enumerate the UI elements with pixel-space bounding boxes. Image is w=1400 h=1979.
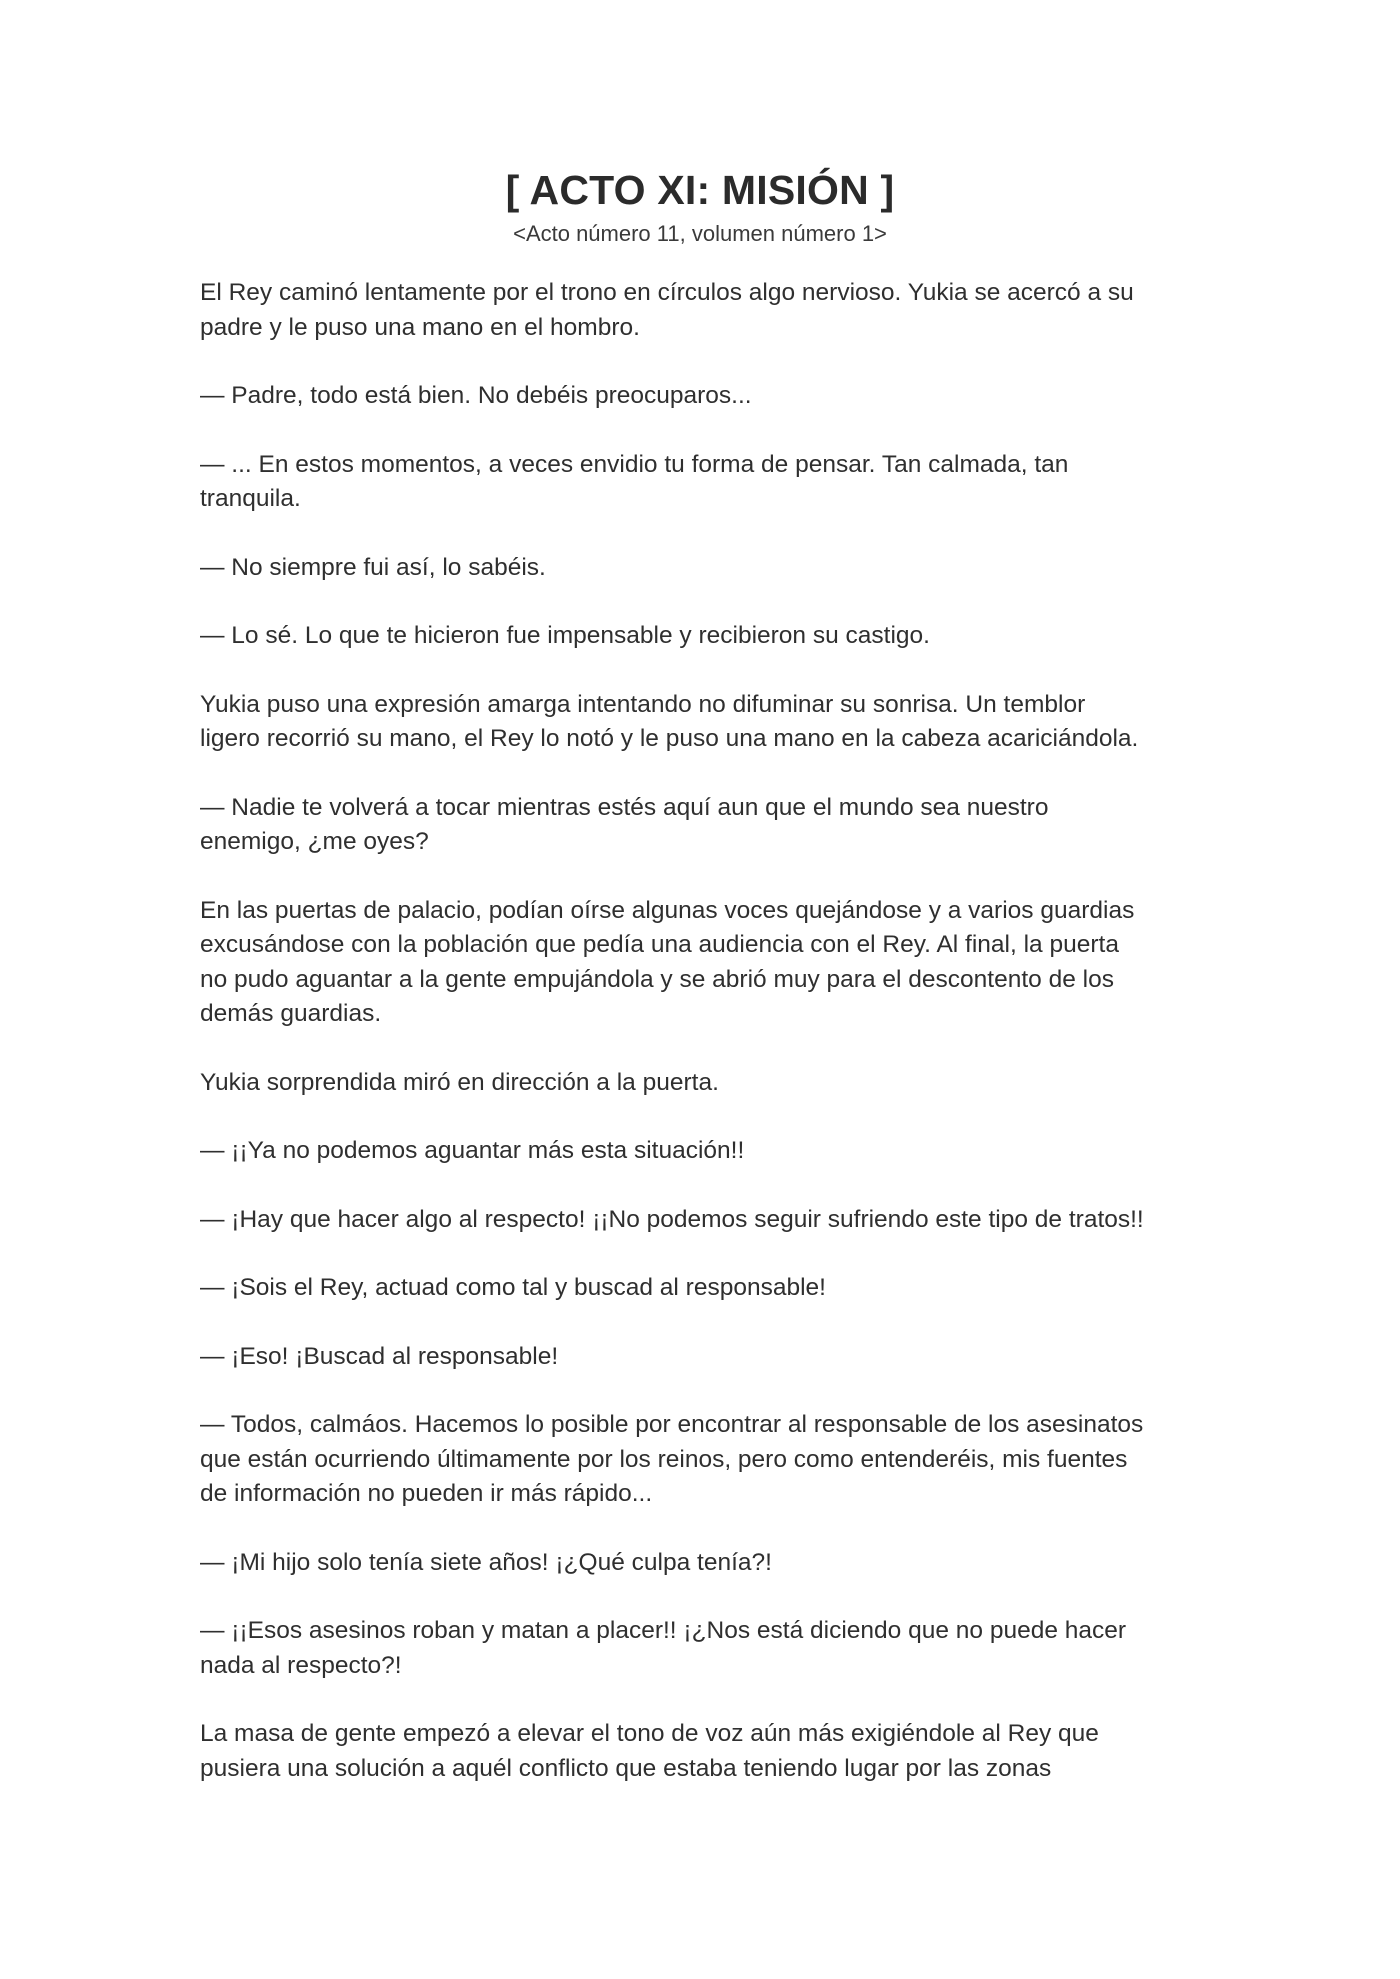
paragraph: Yukia sorprendida miró en dirección a la puerta.	[200, 1068, 719, 1096]
paragraph: — ¡¡Ya no podemos aguantar más esta situación!!	[200, 1137, 745, 1164]
paragraph: — ¡Mi hijo solo tenía siete años! ¡¿Qué culpa tenía?!	[200, 1548, 772, 1576]
paragraph: — ¡¡Esos asesinos roban y matan a placer!! ¡¿Nos está diciendo que no puede hacer nada al respecto?!	[200, 1617, 1127, 1679]
paragraph: — Nadie te volverá a tocar mientras estés aquí aun que el mundo sea nuestro enemigo, ¿me oyes?	[200, 793, 1049, 855]
chapter-header	[200, 162, 1200, 250]
paragraph: La masa de gente empezó a elevar el tono de voz aún más exigiéndole al Rey que pusiera una solución a aquél conflicto que estaba teniendo lugar por las zonas	[200, 1720, 1099, 1782]
paragraph: — Lo sé. Lo que te hicieron fue impensable y recibieron su castigo.	[200, 622, 930, 649]
paragraph: — ¡Sois el Rey, actuad como tal y buscad al responsable!	[200, 1274, 826, 1301]
chapter-subtitle: <Acto número 11, volumen número 1>	[513, 221, 887, 246]
chapter-body	[200, 276, 1205, 1820]
paragraph: — Padre, todo está bien. No debéis preocuparos...	[200, 382, 752, 409]
paragraph: — No siempre fui así, lo sabéis.	[200, 553, 546, 581]
paragraph: En las puertas de palacio, podían oírse algunas voces quejándose y a varios guardias excusándose con la población que pedía una audiencia con el Rey. Al final, la puerta no pudo aguantar a la gente empujándola y se abrió muy para el descontento de los demás guardias.	[200, 896, 1135, 1027]
paragraph: — Todos, calmáos. Hacemos lo posible por encontrar al responsable de los asesinatos que están ocurriendo últimamente por los reinos, pero como entenderéis, mis fuentes de información no pueden ir más rápido...	[200, 1411, 1144, 1507]
paragraph: — ¡Eso! ¡Buscad al responsable!	[200, 1342, 559, 1370]
paragraph: — ... En estos momentos, a veces envidio tu forma de pensar. Tan calmada, tan tranquila.	[200, 450, 1069, 512]
chapter-title: [ ACTO XI: MISIÓN ]	[505, 167, 895, 213]
paragraph: — ¡Hay que hacer algo al respecto! ¡¡No podemos seguir sufriendo este tipo de tratos!!	[200, 1205, 1144, 1233]
paragraph: Yukia puso una expresión amarga intentando no difuminar su sonrisa. Un temblor ligero recorrió su mano, el Rey lo notó y le puso una mano en la cabeza acariciándola.	[200, 690, 1139, 752]
paragraph: El Rey caminó lentamente por el trono en círculos algo nervioso. Yukia se acercó a su padre y le puso una mano en el hombro.	[200, 279, 1134, 341]
